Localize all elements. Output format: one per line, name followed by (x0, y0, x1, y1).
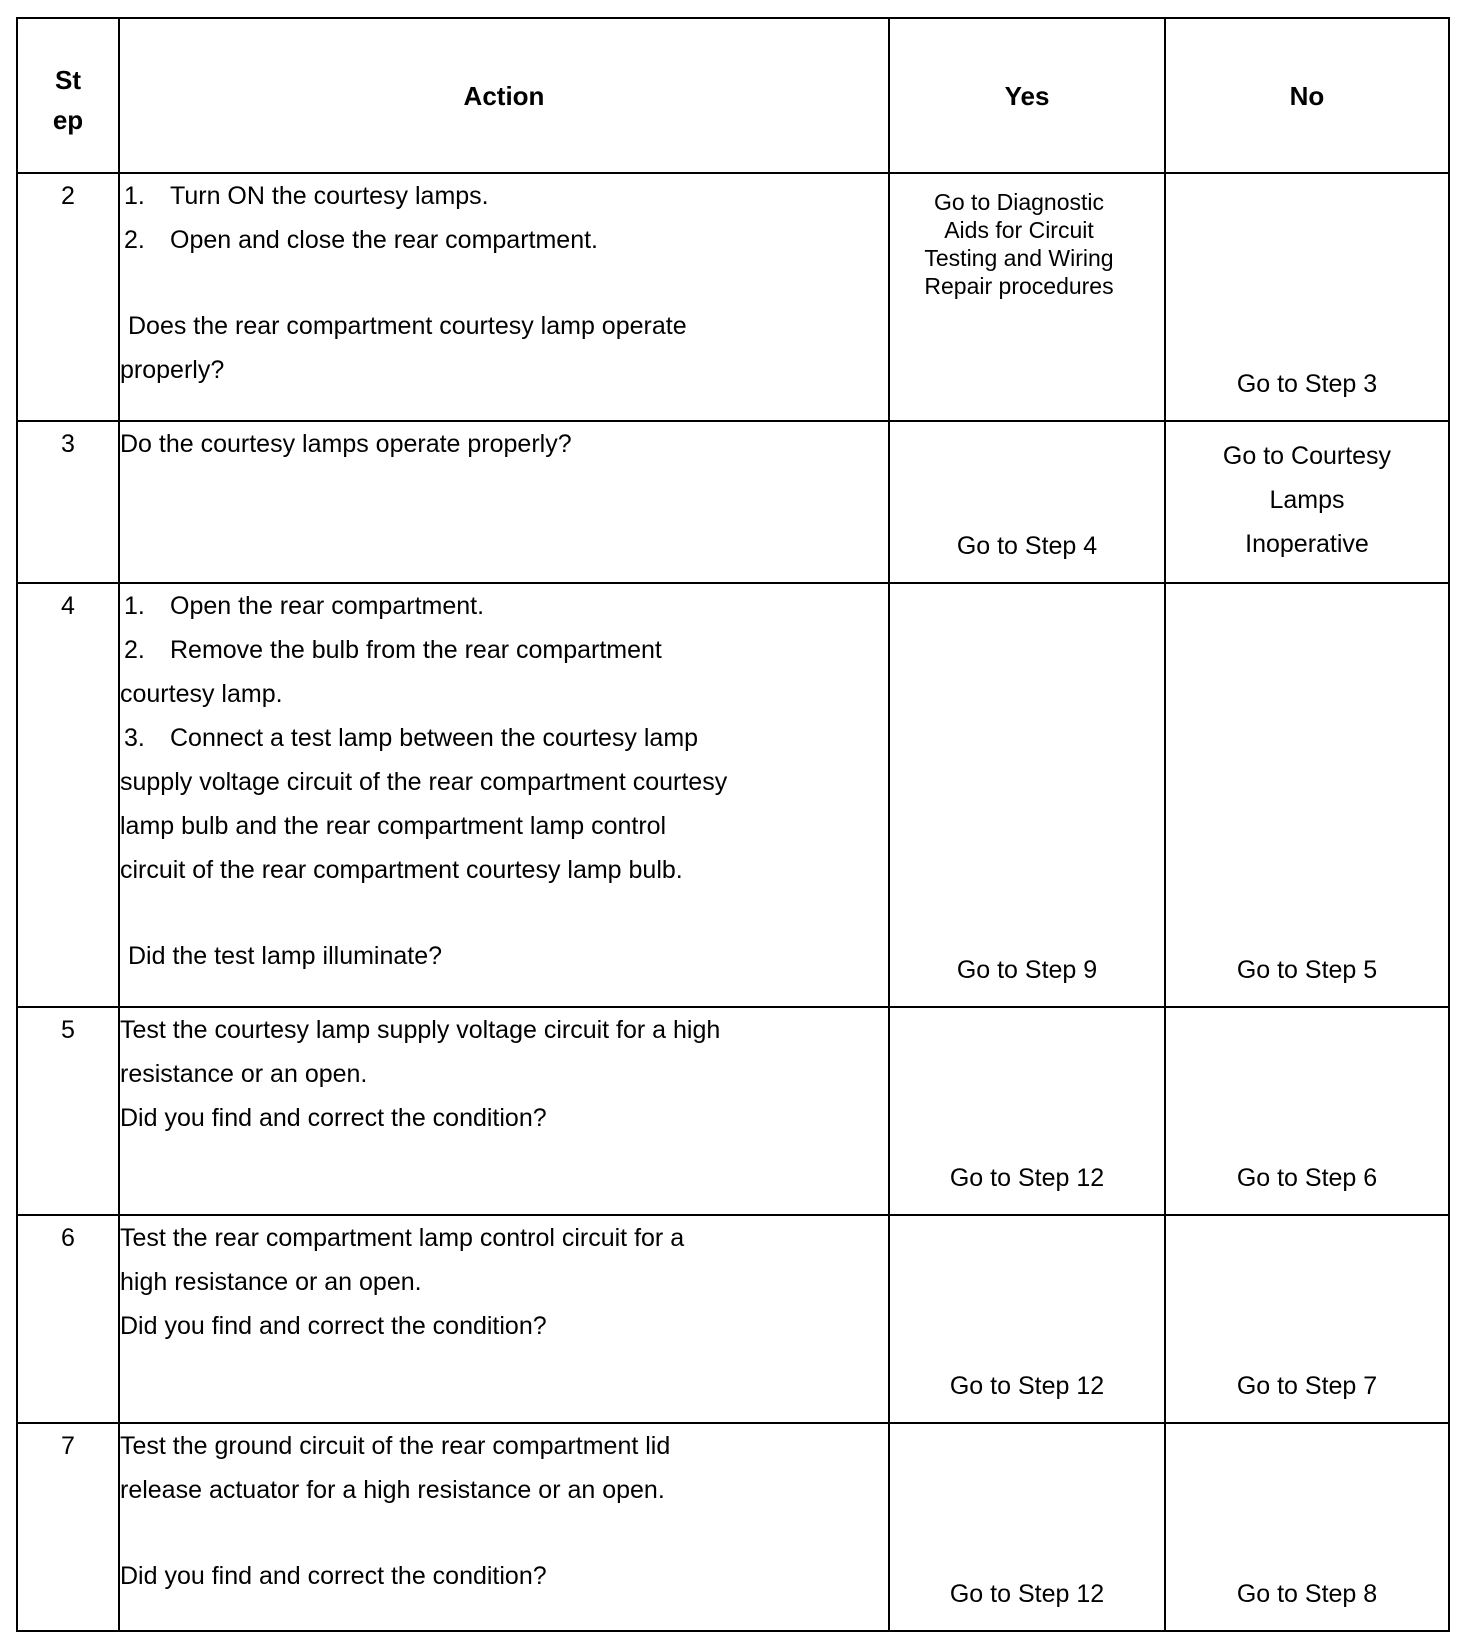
action-text: Test the ground circuit of the rear compartment lid (120, 1432, 671, 1460)
table-row (17, 1423, 1449, 1631)
yes-text: Repair procedures (924, 273, 1114, 299)
yes-cell (889, 583, 1165, 1007)
list-number: 2. (124, 226, 145, 254)
yes-cell (889, 1215, 1165, 1423)
action-cell (119, 1007, 889, 1215)
yes-cell (889, 173, 1165, 421)
header-step-line1: St (55, 64, 81, 95)
step-number: 6 (17, 1215, 119, 1423)
table-row (17, 1007, 1449, 1215)
action-text: Test the rear compartment lamp control circuit for a (120, 1224, 685, 1252)
yes-cell (889, 1007, 1165, 1215)
table-row (17, 1215, 1449, 1423)
action-cell (119, 1215, 889, 1423)
action-cell (119, 1423, 889, 1631)
question-text: properly? (120, 356, 225, 384)
list-text: lamp bulb and the rear compartment lamp control (120, 812, 667, 840)
list-text: Open and close the rear compartment. (170, 226, 599, 254)
no-text: Go to Step 7 (1236, 1372, 1378, 1400)
no-cell (1165, 1215, 1449, 1423)
list-number: 3. (124, 724, 145, 752)
yes-text: Go to Diagnostic (933, 189, 1105, 215)
yes-cell (889, 421, 1165, 583)
question-text: Did the test lamp illuminate? (128, 942, 443, 970)
step-number: 5 (17, 1007, 119, 1215)
header-no: No (1165, 18, 1449, 173)
list-number: 1. (124, 182, 145, 210)
question-text: Did you find and correct the condition? (120, 1562, 547, 1590)
step-number: 2 (17, 173, 119, 421)
question-text: Do the courtesy lamps operate properly? (120, 430, 572, 458)
action-cell (119, 173, 889, 421)
no-text: Go to Step 5 (1236, 956, 1378, 984)
list-text: courtesy lamp. (120, 680, 283, 708)
header-action: Action (119, 18, 889, 173)
table-row (17, 583, 1449, 1007)
list-text: Open the rear compartment. (170, 592, 485, 620)
list-text: Turn ON the courtesy lamps. (170, 182, 489, 210)
no-text: Go to Step 8 (1236, 1580, 1378, 1608)
no-cell (1165, 173, 1449, 421)
action-cell (119, 583, 889, 1007)
no-text: Go to Step 6 (1236, 1164, 1378, 1192)
list-number: 1. (124, 592, 145, 620)
yes-text: Go to Step 9 (956, 956, 1098, 984)
list-text: Remove the bulb from the rear compartment (170, 636, 662, 664)
list-text: Connect a test lamp between the courtesy lamp (170, 724, 699, 752)
list-text: supply voltage circuit of the rear compartment courtesy (120, 768, 728, 796)
action-text: release actuator for a high resistance or an open. (120, 1476, 665, 1504)
action-cell (119, 421, 889, 583)
yes-text: Go to Step 12 (949, 1164, 1105, 1192)
yes-text: Go to Step 12 (949, 1372, 1105, 1400)
header-step (17, 18, 119, 173)
table-row (17, 421, 1449, 583)
list-text: circuit of the rear compartment courtesy lamp bulb. (120, 856, 683, 884)
action-text: resistance or an open. (120, 1060, 368, 1088)
action-text: Test the courtesy lamp supply voltage circuit for a high (120, 1016, 721, 1044)
yes-text: Aids for Circuit (944, 217, 1094, 243)
table-row (17, 173, 1449, 421)
no-text: Go to Step 3 (1236, 370, 1378, 398)
no-cell (1165, 1423, 1449, 1631)
no-cell (1165, 1007, 1449, 1215)
header-step-line2: ep (52, 104, 84, 135)
diagnostic-table (16, 17, 1450, 1632)
question-text: Did you find and correct the condition? (120, 1104, 547, 1132)
yes-text: Go to Step 4 (956, 532, 1098, 560)
yes-text: Go to Step 12 (949, 1580, 1105, 1608)
step-number: 4 (17, 583, 119, 1007)
no-cell (1165, 421, 1449, 583)
yes-cell (889, 1423, 1165, 1631)
yes-text: Testing and Wiring (924, 245, 1114, 271)
no-text: Lamps (1269, 486, 1345, 514)
no-text: Inoperative (1245, 530, 1369, 558)
list-number: 2. (124, 636, 145, 664)
question-text: Did you find and correct the condition? (120, 1312, 547, 1340)
step-number: 3 (17, 421, 119, 583)
question-text: Does the rear compartment courtesy lamp operate (128, 312, 687, 340)
no-text: Go to Courtesy (1222, 442, 1392, 470)
header-yes: Yes (889, 18, 1165, 173)
no-cell (1165, 583, 1449, 1007)
action-text: high resistance or an open. (120, 1268, 422, 1296)
step-number: 7 (17, 1423, 119, 1631)
header-row (17, 18, 1449, 173)
